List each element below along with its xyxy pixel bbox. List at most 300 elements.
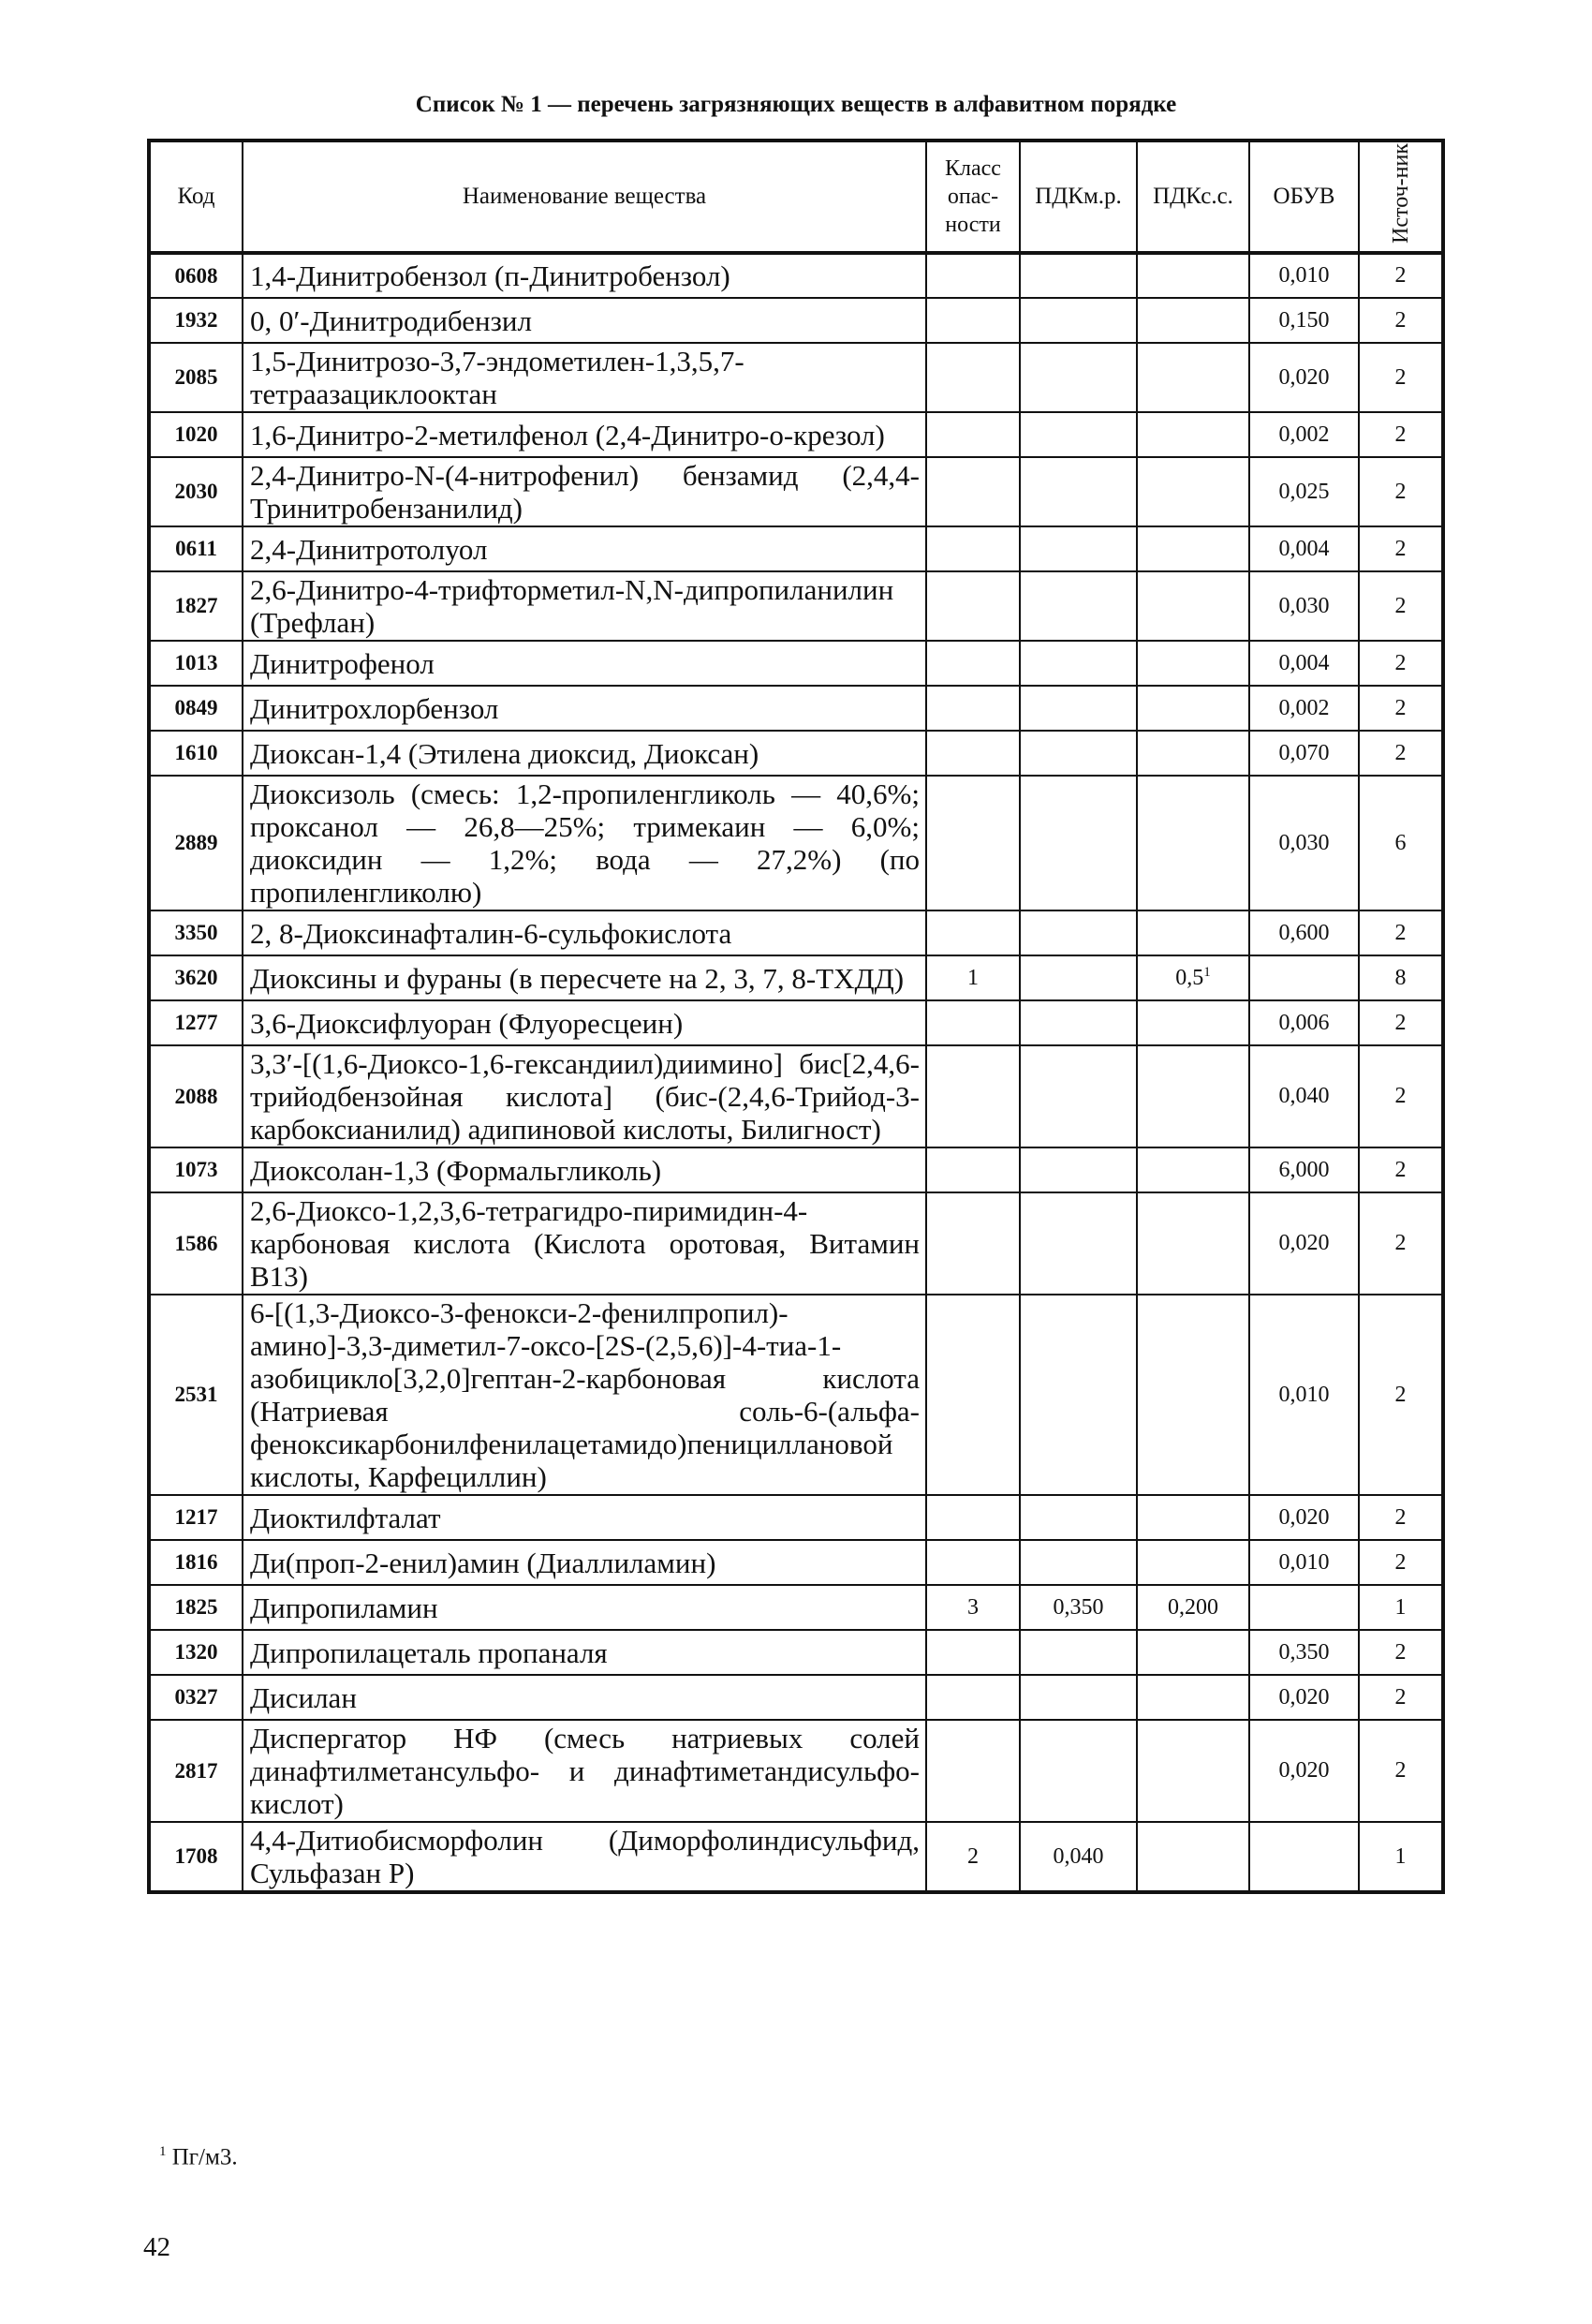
cell-name-value: 3,3′-[(1,6-Диоксо-1,6-гександиил)диимино] бис[2,4,6-трийодбензойная кислота] (бис-(2,4,6-Трийод-3-карбоксианилид) адипиновой кислоты, Билигност) [250, 1047, 920, 1146]
table-row [149, 253, 1443, 298]
cell-source-value: 2 [1394, 422, 1407, 447]
cell-obuv-value: 0,006 [1278, 1010, 1330, 1035]
table-row [149, 1675, 1443, 1720]
cell-name [243, 1630, 926, 1675]
cell-code [149, 910, 243, 955]
cell-pdk-ss [1137, 343, 1249, 412]
header-name: Наименование вещества [243, 141, 926, 253]
cell-source-value: 2 [1394, 1382, 1407, 1407]
cell-obuv-value: 0,020 [1278, 1231, 1330, 1255]
cell-pdk-mr [1020, 298, 1137, 343]
cell-pdk-ss [1137, 1630, 1249, 1675]
cell-code-value: 2817 [174, 1758, 218, 1783]
cell-pdk-ss [1137, 1000, 1249, 1045]
cell-obuv [1249, 686, 1359, 731]
cell-code [149, 1147, 243, 1192]
cell-name-value: Динитрофенол [250, 646, 435, 680]
cell-obuv [1249, 1147, 1359, 1192]
table-row [149, 776, 1443, 910]
cell-name [243, 955, 926, 1000]
cell-code-value: 1816 [174, 1550, 218, 1574]
cell-pdk-mr [1020, 1630, 1137, 1675]
cell-obuv [1249, 412, 1359, 457]
cell-class [926, 1045, 1020, 1147]
cell-source-value: 2 [1394, 695, 1407, 720]
cell-name-value: 1,6-Динитро-2-метилфенол (2,4-Динитро-о-крезол) [250, 418, 885, 451]
cell-pdk-ss [1137, 955, 1249, 1000]
cell-obuv-value: 0,002 [1278, 422, 1330, 447]
table-row [149, 1822, 1443, 1892]
cell-class [926, 731, 1020, 776]
cell-name [243, 686, 926, 731]
cell-obuv [1249, 955, 1359, 1000]
cell-name [243, 1295, 926, 1495]
table-row [149, 1295, 1443, 1495]
cell-source [1359, 1295, 1443, 1495]
cell-name [243, 412, 926, 457]
cell-name-value: Дипропилацеталь пропаналя [250, 1636, 608, 1669]
cell-name [243, 1192, 926, 1295]
cell-pdk-mr [1020, 457, 1137, 526]
cell-obuv [1249, 1675, 1359, 1720]
cell-class [926, 1000, 1020, 1045]
cell-obuv-value: 0,002 [1278, 695, 1330, 720]
cell-obuv [1249, 457, 1359, 526]
cell-pdk-mr [1020, 343, 1137, 412]
cell-pdk-ss [1137, 731, 1249, 776]
header-class-text: Класс опас-ности [945, 156, 1001, 237]
cell-obuv [1249, 1822, 1359, 1892]
table-row [149, 641, 1443, 686]
cell-source [1359, 1630, 1443, 1675]
cell-obuv [1249, 641, 1359, 686]
cell-code [149, 1495, 243, 1540]
table-row [149, 1540, 1443, 1585]
cell-code [149, 686, 243, 731]
cell-source-value: 2 [1394, 1639, 1407, 1665]
cell-name [243, 253, 926, 298]
cell-class [926, 1540, 1020, 1585]
cell-source [1359, 1045, 1443, 1147]
cell-name-value: 0, 0′-Динитродибензил [250, 303, 532, 337]
cell-source-value: 2 [1394, 650, 1407, 675]
cell-pdk-mr [1020, 776, 1137, 910]
cell-source [1359, 641, 1443, 686]
cell-pdk-mr [1020, 1822, 1137, 1892]
cell-pdk-mr [1020, 1295, 1137, 1495]
cell-code [149, 1585, 243, 1630]
cell-name-value: 2,6-Динитро-4-трифторметил-N,N-дипропиланилин (Трефлан) [250, 573, 894, 639]
cell-obuv-value: 0,010 [1278, 1382, 1330, 1407]
cell-code-value: 2889 [174, 831, 218, 854]
cell-code [149, 1822, 243, 1892]
cell-obuv-value: 0,150 [1278, 307, 1330, 333]
cell-pdk-ss [1137, 910, 1249, 955]
cell-source-value: 2 [1394, 593, 1407, 618]
cell-name [243, 1540, 926, 1585]
cell-source [1359, 343, 1443, 412]
cell-code [149, 641, 243, 686]
cell-code [149, 955, 243, 1000]
cell-pdk-ss [1137, 1720, 1249, 1822]
cell-name [243, 910, 926, 955]
header-pdk-mr: ПДКм.р. [1020, 141, 1137, 253]
cell-code-value: 3620 [174, 966, 218, 989]
cell-pdk-ss [1137, 1295, 1249, 1495]
cell-pdk-mr [1020, 731, 1137, 776]
cell-obuv-value: 0,020 [1278, 1684, 1330, 1710]
cell-source [1359, 412, 1443, 457]
table-row [149, 298, 1443, 343]
cell-obuv [1249, 1720, 1359, 1822]
cell-class [926, 1192, 1020, 1295]
cell-obuv [1249, 1000, 1359, 1045]
cell-pdk-mr-value: 0,040 [1053, 1843, 1104, 1869]
cell-obuv-value: 0,025 [1278, 479, 1330, 504]
cell-code [149, 298, 243, 343]
cell-source-value: 2 [1394, 1549, 1407, 1575]
cell-source-value: 2 [1394, 740, 1407, 765]
cell-code [149, 343, 243, 412]
cell-pdk-mr [1020, 1675, 1137, 1720]
cell-pdk-ss-value: 0,5 [1175, 966, 1204, 990]
cell-name-value: 6-[(1,3-Диоксо-3-фенокси-2-фенилпропил)-амино]-3,3-диметил-7-оксо-[2S-(2,5,6)]-4-тиа-1-азобицикло[3,2,0]гептан-2-карбоновая кислота (Натриевая соль-6-(альфа-феноксикарбонилфенилацетамидо)пенициллановой кислоты, Карфециллин) [250, 1296, 920, 1493]
cell-class [926, 1675, 1020, 1720]
cell-class [926, 343, 1020, 412]
cell-pdk-mr [1020, 1000, 1137, 1045]
cell-code-value: 1320 [174, 1640, 218, 1664]
cell-source [1359, 1585, 1443, 1630]
cell-name-value: 2,6-Диоксо-1,2,3,6-тетрагидро-пиримидин-4-карбоновая кислота (Кислота оротовая, Витамин B13) [250, 1194, 920, 1293]
cell-name-value: Ди(проп-2-енил)амин (Диаллиламин) [250, 1546, 716, 1579]
cell-obuv-value: 0,004 [1278, 536, 1330, 561]
cell-name-value: Диоксан-1,4 (Этилена диоксид, Диоксан) [250, 736, 759, 770]
cell-obuv [1249, 1045, 1359, 1147]
cell-code [149, 1675, 243, 1720]
cell-name [243, 1147, 926, 1192]
footnote [159, 2144, 238, 2170]
cell-pdk-ss [1137, 298, 1249, 343]
cell-obuv [1249, 1295, 1359, 1495]
cell-obuv-value: 0,030 [1278, 830, 1330, 855]
cell-source-value: 2 [1394, 1010, 1407, 1035]
page-title: Список № 1 — перечень загрязняющих веществ в алфавитном порядке [415, 92, 1177, 117]
cell-name-value: Диоксолан-1,3 (Формальгликоль) [250, 1153, 662, 1187]
cell-name [243, 1495, 926, 1540]
cell-source-value: 2 [1394, 479, 1407, 504]
table-row [149, 1495, 1443, 1540]
cell-pdk-ss [1137, 686, 1249, 731]
cell-class [926, 1720, 1020, 1822]
cell-code-value: 2085 [174, 365, 218, 389]
footnote-ref: 1 [1203, 965, 1211, 980]
cell-code [149, 457, 243, 526]
cell-name [243, 731, 926, 776]
substances-table [147, 139, 1445, 1894]
cell-code-value: 0327 [174, 1685, 218, 1709]
cell-code-value: 1827 [174, 594, 218, 617]
cell-obuv-value: 0,030 [1278, 593, 1330, 618]
cell-code [149, 571, 243, 641]
cell-code-value: 2531 [174, 1383, 218, 1406]
cell-pdk-ss [1137, 412, 1249, 457]
cell-source-value: 2 [1394, 920, 1407, 945]
cell-source-value: 2 [1394, 1758, 1407, 1783]
cell-name-value: 2, 8-Диоксинафталин-6-сульфокислота [250, 916, 732, 950]
cell-code-value: 3350 [174, 921, 218, 944]
footnote-mark: 1 [159, 2144, 167, 2159]
cell-code [149, 1295, 243, 1495]
cell-name-value: Диоктилфталат [250, 1501, 441, 1534]
cell-code-value: 1073 [174, 1158, 218, 1181]
cell-obuv-value: 0,010 [1278, 263, 1330, 288]
cell-code-value: 1013 [174, 651, 218, 674]
cell-class [926, 253, 1020, 298]
cell-name [243, 1000, 926, 1045]
cell-class [926, 1822, 1020, 1892]
cell-name [243, 776, 926, 910]
cell-code [149, 731, 243, 776]
cell-name [243, 641, 926, 686]
cell-pdk-ss [1137, 571, 1249, 641]
cell-obuv [1249, 343, 1359, 412]
page-number: 42 [143, 2232, 170, 2262]
cell-code [149, 253, 243, 298]
cell-source [1359, 457, 1443, 526]
cell-obuv [1249, 298, 1359, 343]
cell-pdk-mr [1020, 1585, 1137, 1630]
cell-name [243, 343, 926, 412]
cell-obuv [1249, 910, 1359, 955]
table-row [149, 1192, 1443, 1295]
cell-obuv [1249, 1495, 1359, 1540]
cell-obuv-value: 0,020 [1278, 1758, 1330, 1783]
cell-source [1359, 1000, 1443, 1045]
cell-pdk-ss [1137, 253, 1249, 298]
cell-pdk-ss [1137, 1147, 1249, 1192]
table-header-row [149, 141, 1443, 253]
cell-name-value: Диоксизоль (смесь: 1,2-пропиленгликоль — 40,6%; проксанол — 26,8—25%; тримекаин — 6,0%; диоксидин — 1,2%; вода — 27,2%) (по пропиленгликолю) [250, 777, 920, 909]
cell-code [149, 1192, 243, 1295]
cell-class [926, 910, 1020, 955]
cell-class [926, 776, 1020, 910]
cell-source [1359, 1720, 1443, 1822]
cell-source [1359, 1147, 1443, 1192]
cell-name-value: 2,4-Динитро-N-(4-нитрофенил) бензамид (2,4,4-Тринитробензанилид) [250, 459, 920, 525]
cell-obuv [1249, 253, 1359, 298]
table-row [149, 955, 1443, 1000]
cell-source [1359, 955, 1443, 1000]
cell-code-value: 0611 [175, 537, 217, 560]
cell-source-value: 2 [1394, 263, 1407, 288]
cell-obuv-value: 0,070 [1278, 740, 1330, 765]
cell-code-value: 1825 [174, 1595, 218, 1619]
header-source [1359, 141, 1443, 253]
cell-pdk-mr [1020, 910, 1137, 955]
cell-pdk-ss [1137, 1675, 1249, 1720]
cell-obuv-value: 0,020 [1278, 1504, 1330, 1530]
cell-class [926, 1295, 1020, 1495]
table-row [149, 457, 1443, 526]
header-class [926, 141, 1020, 253]
table-row [149, 910, 1443, 955]
cell-obuv-value: 0,350 [1278, 1639, 1330, 1665]
cell-name [243, 526, 926, 571]
table-row [149, 1720, 1443, 1822]
cell-code [149, 1630, 243, 1675]
cell-code [149, 776, 243, 910]
cell-class [926, 686, 1020, 731]
cell-code [149, 526, 243, 571]
cell-name-value: Динитрохлорбензол [250, 691, 499, 725]
cell-pdk-mr [1020, 1045, 1137, 1147]
cell-source-value: 6 [1394, 830, 1407, 855]
cell-source [1359, 686, 1443, 731]
cell-source [1359, 1495, 1443, 1540]
cell-name-value: Дипропиламин [250, 1591, 438, 1624]
table-row [149, 412, 1443, 457]
header-pdk-ss: ПДКс.с. [1137, 141, 1249, 253]
cell-class [926, 955, 1020, 1000]
cell-code-value: 1020 [174, 422, 218, 446]
cell-obuv-value: 0,600 [1278, 920, 1330, 945]
cell-code [149, 412, 243, 457]
cell-pdk-mr [1020, 412, 1137, 457]
cell-source [1359, 776, 1443, 910]
table-row [149, 526, 1443, 571]
cell-pdk-mr [1020, 526, 1137, 571]
cell-name-value: 1,4-Динитробензол (п-Динитробензол) [250, 259, 730, 292]
cell-source [1359, 253, 1443, 298]
cell-name [243, 1585, 926, 1630]
cell-code-value: 0849 [174, 696, 218, 719]
cell-name [243, 1045, 926, 1147]
cell-name-value: 4,4-Дитиобисморфолин (Диморфолиндисульфид, Сульфазан Р) [250, 1824, 920, 1889]
cell-pdk-mr [1020, 955, 1137, 1000]
cell-obuv-value: 0,040 [1278, 1084, 1330, 1108]
cell-code-value: 1708 [174, 1844, 218, 1868]
cell-name-value: 1,5-Динитрозо-3,7-эндометилен-1,3,5,7-тетраазациклооктан [250, 345, 744, 410]
cell-class [926, 298, 1020, 343]
cell-source-value: 1 [1394, 1594, 1407, 1620]
cell-code-value: 0608 [174, 263, 218, 288]
cell-class [926, 641, 1020, 686]
cell-source-value: 8 [1394, 965, 1407, 990]
cell-name-value: Дисилан [250, 1680, 357, 1714]
cell-name [243, 571, 926, 641]
cell-pdk-mr [1020, 1192, 1137, 1295]
cell-code-value: 1586 [174, 1231, 218, 1255]
cell-class [926, 1630, 1020, 1675]
cell-obuv [1249, 731, 1359, 776]
cell-source-value: 2 [1394, 1231, 1407, 1255]
cell-pdk-ss [1137, 1540, 1249, 1585]
cell-obuv-value: 0,020 [1278, 364, 1330, 390]
cell-name [243, 457, 926, 526]
cell-code-value: 1932 [174, 308, 218, 332]
cell-pdk-ss [1137, 776, 1249, 910]
cell-obuv [1249, 571, 1359, 641]
cell-code-value: 1217 [174, 1505, 218, 1529]
cell-name [243, 1675, 926, 1720]
table-row [149, 1045, 1443, 1147]
cell-obuv [1249, 1192, 1359, 1295]
cell-source-value: 2 [1394, 536, 1407, 561]
cell-pdk-mr-value: 0,350 [1053, 1594, 1104, 1620]
cell-source [1359, 1192, 1443, 1295]
cell-obuv-value: 0,004 [1278, 650, 1330, 675]
table-row [149, 571, 1443, 641]
cell-source [1359, 1822, 1443, 1892]
cell-source [1359, 731, 1443, 776]
table-row [149, 1630, 1443, 1675]
cell-code [149, 1000, 243, 1045]
cell-pdk-ss [1137, 1045, 1249, 1147]
cell-source-value: 2 [1394, 1684, 1407, 1710]
cell-class [926, 1495, 1020, 1540]
cell-pdk-ss [1137, 1192, 1249, 1295]
cell-source-value: 2 [1394, 364, 1407, 390]
table-row [149, 343, 1443, 412]
cell-obuv [1249, 776, 1359, 910]
cell-source-value: 2 [1394, 307, 1407, 333]
cell-name-value: Диоксины и фураны (в пересчете на 2, 3, 7, 8-ТХДД) [250, 961, 905, 995]
cell-name-value: Диспергатор НФ (смесь натриевых солей динафтилметансульфо- и динафтиметандисульфо- кислот) [250, 1722, 920, 1820]
cell-name [243, 1720, 926, 1822]
cell-obuv [1249, 1540, 1359, 1585]
cell-source-value: 2 [1394, 1157, 1407, 1182]
cell-class [926, 1585, 1020, 1630]
cell-obuv [1249, 526, 1359, 571]
cell-pdk-mr [1020, 686, 1137, 731]
cell-source-value: 1 [1394, 1843, 1407, 1869]
header-source-text: Источ-ник [1388, 143, 1413, 244]
cell-pdk-ss [1137, 1495, 1249, 1540]
cell-pdk-mr [1020, 1147, 1137, 1192]
cell-code-value: 2030 [174, 480, 218, 503]
cell-pdk-mr [1020, 641, 1137, 686]
cell-pdk-ss [1137, 641, 1249, 686]
cell-name-value: 3,6-Диоксифлуоран (Флуоресцеин) [250, 1006, 684, 1040]
cell-name [243, 1822, 926, 1892]
cell-code [149, 1540, 243, 1585]
cell-source [1359, 571, 1443, 641]
cell-name [243, 298, 926, 343]
cell-class-value: 1 [967, 965, 979, 990]
cell-source-value: 2 [1394, 1504, 1407, 1530]
cell-code-value: 1610 [174, 741, 218, 764]
cell-class-value: 2 [967, 1843, 979, 1869]
cell-source-value: 2 [1394, 1084, 1407, 1108]
cell-class [926, 1147, 1020, 1192]
cell-pdk-ss-value: 0,200 [1168, 1594, 1218, 1620]
cell-obuv-value: 0,010 [1278, 1549, 1330, 1575]
table-row [149, 1585, 1443, 1630]
table-row [149, 731, 1443, 776]
cell-source [1359, 910, 1443, 955]
cell-obuv-value: 6,000 [1278, 1157, 1330, 1182]
cell-pdk-mr [1020, 253, 1137, 298]
cell-pdk-mr [1020, 1540, 1137, 1585]
footnote-text: Пг/м3. [171, 2144, 238, 2170]
cell-pdk-ss [1137, 526, 1249, 571]
cell-pdk-mr [1020, 1720, 1137, 1822]
cell-code-value: 2088 [174, 1084, 218, 1108]
cell-pdk-mr [1020, 1495, 1137, 1540]
table-row [149, 1147, 1443, 1192]
cell-pdk-ss [1137, 1585, 1249, 1630]
cell-code [149, 1720, 243, 1822]
